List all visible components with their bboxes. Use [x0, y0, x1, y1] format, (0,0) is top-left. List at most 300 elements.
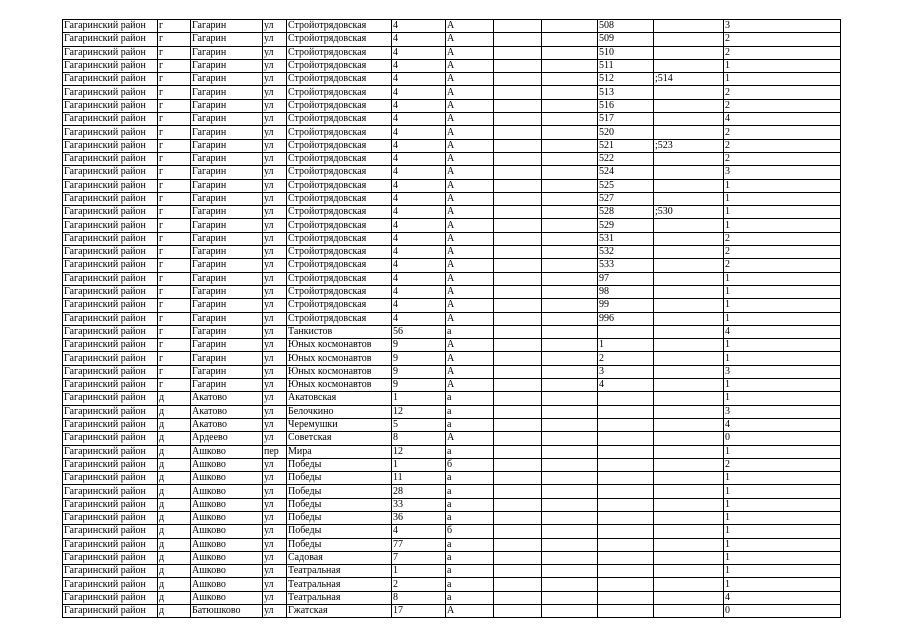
cell-col-8	[494, 365, 542, 378]
cell-settlement: Гагарин	[191, 272, 263, 285]
cell-apartment-extra	[654, 565, 724, 578]
cell-apartment-extra	[654, 86, 724, 99]
cell-col-9	[542, 139, 598, 152]
table-row	[63, 432, 841, 445]
cell-count: 4	[724, 418, 841, 431]
cell-street-type: ул	[263, 99, 287, 112]
cell-col-9	[542, 458, 598, 471]
cell-settlement-type: д	[158, 498, 191, 511]
cell-letter: А	[446, 59, 494, 72]
cell-apartment-extra	[654, 379, 724, 392]
cell-district: Гагаринский район	[63, 458, 158, 471]
cell-district: Гагаринский район	[63, 578, 158, 591]
cell-settlement-type: г	[158, 219, 191, 232]
cell-district: Гагаринский район	[63, 20, 158, 33]
cell-count: 2	[724, 86, 841, 99]
cell-district: Гагаринский район	[63, 485, 158, 498]
table-row	[63, 418, 841, 431]
cell-col-8	[494, 498, 542, 511]
cell-apartment-extra	[654, 285, 724, 298]
cell-col-8	[494, 339, 542, 352]
cell-house: 9	[392, 379, 446, 392]
cell-settlement-type: г	[158, 33, 191, 46]
cell-letter: А	[446, 20, 494, 33]
cell-count: 1	[724, 538, 841, 551]
cell-apartment: 98	[598, 285, 654, 298]
cell-district: Гагаринский район	[63, 46, 158, 59]
cell-apartment	[598, 578, 654, 591]
cell-settlement: Ашково	[191, 538, 263, 551]
cell-apartment: 996	[598, 312, 654, 325]
cell-house: 4	[392, 259, 446, 272]
cell-settlement-type: г	[158, 20, 191, 33]
table-row	[63, 605, 841, 618]
cell-district: Гагаринский район	[63, 192, 158, 205]
cell-col-8	[494, 379, 542, 392]
cell-letter: а	[446, 578, 494, 591]
cell-house: 4	[392, 73, 446, 86]
cell-apartment-extra	[654, 392, 724, 405]
cell-col-9	[542, 498, 598, 511]
cell-street: Черемушки	[287, 418, 392, 431]
cell-apartment-extra	[654, 472, 724, 485]
cell-col-8	[494, 259, 542, 272]
cell-street: Акатовская	[287, 392, 392, 405]
cell-col-9	[542, 352, 598, 365]
cell-house: 4	[392, 525, 446, 538]
cell-street-type: ул	[263, 179, 287, 192]
cell-settlement: Гагарин	[191, 152, 263, 165]
cell-settlement-type: г	[158, 59, 191, 72]
cell-letter: А	[446, 46, 494, 59]
cell-col-9	[542, 20, 598, 33]
cell-apartment	[598, 325, 654, 338]
cell-settlement: Гагарин	[191, 192, 263, 205]
cell-settlement: Гагарин	[191, 139, 263, 152]
cell-house: 1	[392, 392, 446, 405]
cell-col-8	[494, 113, 542, 126]
cell-street: Стройотрядовская	[287, 99, 392, 112]
cell-col-9	[542, 339, 598, 352]
cell-district: Гагаринский район	[63, 472, 158, 485]
cell-letter: а	[446, 445, 494, 458]
cell-street-type: ул	[263, 272, 287, 285]
cell-count: 0	[724, 432, 841, 445]
cell-settlement-type: г	[158, 206, 191, 219]
cell-letter: А	[446, 206, 494, 219]
cell-street-type: ул	[263, 405, 287, 418]
cell-apartment: 531	[598, 232, 654, 245]
cell-apartment	[598, 445, 654, 458]
cell-count: 1	[724, 565, 841, 578]
cell-col-9	[542, 445, 598, 458]
cell-apartment-extra	[654, 591, 724, 604]
cell-street: Мира	[287, 445, 392, 458]
cell-street: Стройотрядовская	[287, 126, 392, 139]
table-row	[63, 272, 841, 285]
cell-settlement-type: г	[158, 325, 191, 338]
cell-district: Гагаринский район	[63, 498, 158, 511]
cell-street-type: ул	[263, 352, 287, 365]
document-page	[62, 19, 841, 618]
cell-street-type: ул	[263, 59, 287, 72]
cell-col-8	[494, 605, 542, 618]
cell-street-type: ул	[263, 299, 287, 312]
cell-letter: а	[446, 472, 494, 485]
cell-settlement-type: г	[158, 246, 191, 259]
cell-street-type: ул	[263, 392, 287, 405]
cell-count: 1	[724, 312, 841, 325]
table-row	[63, 339, 841, 352]
cell-apartment-extra	[654, 312, 724, 325]
cell-street: Стройотрядовская	[287, 139, 392, 152]
cell-street: Юных космонавтов	[287, 339, 392, 352]
cell-count: 1	[724, 192, 841, 205]
cell-apartment	[598, 472, 654, 485]
cell-apartment-extra: ;514	[654, 73, 724, 86]
cell-col-9	[542, 206, 598, 219]
cell-apartment-extra	[654, 232, 724, 245]
cell-apartment: 522	[598, 152, 654, 165]
table-row	[63, 86, 841, 99]
cell-letter: А	[446, 365, 494, 378]
cell-col-8	[494, 578, 542, 591]
cell-house: 4	[392, 139, 446, 152]
cell-count: 1	[724, 498, 841, 511]
cell-count: 1	[724, 59, 841, 72]
cell-settlement-type: д	[158, 445, 191, 458]
cell-district: Гагаринский район	[63, 352, 158, 365]
cell-settlement-type: г	[158, 312, 191, 325]
cell-apartment-extra	[654, 20, 724, 33]
cell-count: 2	[724, 46, 841, 59]
cell-col-9	[542, 73, 598, 86]
cell-count: 1	[724, 179, 841, 192]
cell-settlement-type: д	[158, 405, 191, 418]
cell-apartment-extra	[654, 259, 724, 272]
cell-settlement-type: д	[158, 525, 191, 538]
cell-street-type: ул	[263, 192, 287, 205]
cell-letter: А	[446, 605, 494, 618]
address-table	[62, 19, 841, 618]
cell-count: 1	[724, 485, 841, 498]
cell-settlement-type: г	[158, 272, 191, 285]
cell-count: 2	[724, 33, 841, 46]
cell-settlement-type: г	[158, 299, 191, 312]
cell-street: Победы	[287, 472, 392, 485]
cell-settlement-type: д	[158, 392, 191, 405]
cell-street: Победы	[287, 458, 392, 471]
cell-apartment-extra	[654, 339, 724, 352]
cell-col-9	[542, 285, 598, 298]
cell-street: Стройотрядовская	[287, 59, 392, 72]
cell-apartment-extra: ;530	[654, 206, 724, 219]
cell-house: 11	[392, 472, 446, 485]
cell-settlement: Гагарин	[191, 299, 263, 312]
cell-settlement-type: д	[158, 605, 191, 618]
cell-district: Гагаринский район	[63, 285, 158, 298]
cell-apartment-extra	[654, 605, 724, 618]
cell-count: 2	[724, 259, 841, 272]
cell-col-9	[542, 511, 598, 524]
cell-street: Стройотрядовская	[287, 219, 392, 232]
cell-street: Стройотрядовская	[287, 206, 392, 219]
cell-house: 4	[392, 192, 446, 205]
cell-house: 4	[392, 179, 446, 192]
cell-apartment-extra	[654, 166, 724, 179]
cell-street: Стройотрядовская	[287, 179, 392, 192]
cell-apartment: 511	[598, 59, 654, 72]
cell-apartment	[598, 485, 654, 498]
cell-letter: А	[446, 113, 494, 126]
cell-street: Стройотрядовская	[287, 259, 392, 272]
cell-street: Стройотрядовская	[287, 33, 392, 46]
cell-apartment-extra	[654, 485, 724, 498]
cell-house: 77	[392, 538, 446, 551]
cell-street: Стройотрядовская	[287, 299, 392, 312]
cell-count: 3	[724, 166, 841, 179]
cell-col-8	[494, 232, 542, 245]
cell-apartment	[598, 392, 654, 405]
cell-settlement-type: г	[158, 379, 191, 392]
table-row	[63, 299, 841, 312]
cell-house: 1	[392, 565, 446, 578]
cell-house: 5	[392, 418, 446, 431]
cell-col-9	[542, 578, 598, 591]
cell-col-8	[494, 472, 542, 485]
cell-settlement: Гагарин	[191, 166, 263, 179]
cell-district: Гагаринский район	[63, 525, 158, 538]
table-row	[63, 565, 841, 578]
cell-apartment: 532	[598, 246, 654, 259]
cell-street: Стройотрядовская	[287, 232, 392, 245]
cell-street-type: ул	[263, 485, 287, 498]
cell-col-8	[494, 99, 542, 112]
cell-col-9	[542, 525, 598, 538]
cell-street: Советская	[287, 432, 392, 445]
cell-house: 17	[392, 605, 446, 618]
table-row	[63, 139, 841, 152]
cell-count: 2	[724, 126, 841, 139]
cell-street-type: ул	[263, 538, 287, 551]
cell-col-9	[542, 219, 598, 232]
table-row	[63, 511, 841, 524]
cell-house: 4	[392, 126, 446, 139]
cell-district: Гагаринский район	[63, 259, 158, 272]
table-row	[63, 445, 841, 458]
cell-settlement: Гагарин	[191, 232, 263, 245]
table-row	[63, 538, 841, 551]
table-row	[63, 113, 841, 126]
cell-district: Гагаринский район	[63, 551, 158, 564]
cell-col-8	[494, 86, 542, 99]
cell-settlement: Гагарин	[191, 126, 263, 139]
cell-apartment: 513	[598, 86, 654, 99]
cell-apartment: 520	[598, 126, 654, 139]
cell-apartment: 1	[598, 339, 654, 352]
cell-col-8	[494, 219, 542, 232]
cell-letter: А	[446, 192, 494, 205]
cell-district: Гагаринский район	[63, 99, 158, 112]
cell-col-9	[542, 591, 598, 604]
cell-apartment-extra	[654, 152, 724, 165]
cell-col-8	[494, 405, 542, 418]
cell-letter: а	[446, 551, 494, 564]
cell-apartment: 97	[598, 272, 654, 285]
cell-letter: а	[446, 418, 494, 431]
cell-street: Победы	[287, 525, 392, 538]
cell-count: 3	[724, 20, 841, 33]
cell-apartment-extra	[654, 46, 724, 59]
cell-district: Гагаринский район	[63, 312, 158, 325]
cell-letter: А	[446, 73, 494, 86]
cell-col-9	[542, 86, 598, 99]
cell-street-type: ул	[263, 113, 287, 126]
cell-apartment-extra	[654, 299, 724, 312]
table-row	[63, 591, 841, 604]
cell-apartment-extra	[654, 33, 724, 46]
cell-apartment: 525	[598, 179, 654, 192]
cell-count: 4	[724, 113, 841, 126]
cell-street-type: ул	[263, 565, 287, 578]
cell-col-9	[542, 605, 598, 618]
cell-settlement-type: г	[158, 46, 191, 59]
cell-settlement: Батюшково	[191, 605, 263, 618]
cell-settlement: Ашково	[191, 445, 263, 458]
cell-apartment-extra	[654, 113, 724, 126]
cell-district: Гагаринский район	[63, 565, 158, 578]
cell-apartment: 517	[598, 113, 654, 126]
cell-letter: а	[446, 538, 494, 551]
cell-settlement-type: г	[158, 285, 191, 298]
table-row	[63, 551, 841, 564]
cell-house: 4	[392, 246, 446, 259]
cell-letter: А	[446, 179, 494, 192]
cell-district: Гагаринский район	[63, 59, 158, 72]
cell-letter: А	[446, 379, 494, 392]
cell-apartment-extra	[654, 246, 724, 259]
cell-count: 1	[724, 445, 841, 458]
cell-house: 56	[392, 325, 446, 338]
table-row	[63, 525, 841, 538]
cell-house: 36	[392, 511, 446, 524]
cell-apartment-extra	[654, 352, 724, 365]
cell-settlement: Гагарин	[191, 339, 263, 352]
cell-settlement-type: д	[158, 485, 191, 498]
cell-house: 7	[392, 551, 446, 564]
cell-apartment: 512	[598, 73, 654, 86]
cell-apartment	[598, 538, 654, 551]
cell-settlement-type: г	[158, 339, 191, 352]
cell-apartment-extra	[654, 99, 724, 112]
cell-letter: А	[446, 99, 494, 112]
cell-street: Победы	[287, 511, 392, 524]
table-row	[63, 578, 841, 591]
cell-street-type: ул	[263, 472, 287, 485]
cell-street-type: пер	[263, 445, 287, 458]
cell-count: 1	[724, 472, 841, 485]
cell-settlement: Гагарин	[191, 59, 263, 72]
cell-count: 3	[724, 365, 841, 378]
cell-settlement: Гагарин	[191, 325, 263, 338]
cell-count: 1	[724, 272, 841, 285]
cell-street: Театральная	[287, 565, 392, 578]
cell-col-8	[494, 352, 542, 365]
cell-district: Гагаринский район	[63, 365, 158, 378]
cell-col-9	[542, 126, 598, 139]
cell-street-type: ул	[263, 86, 287, 99]
table-row	[63, 20, 841, 33]
cell-apartment	[598, 458, 654, 471]
cell-house: 12	[392, 445, 446, 458]
cell-district: Гагаринский район	[63, 272, 158, 285]
cell-street-type: ул	[263, 206, 287, 219]
cell-letter: А	[446, 299, 494, 312]
cell-apartment	[598, 551, 654, 564]
cell-count: 2	[724, 152, 841, 165]
cell-apartment-extra	[654, 59, 724, 72]
cell-street: Стройотрядовская	[287, 285, 392, 298]
cell-house: 9	[392, 339, 446, 352]
cell-letter: А	[446, 432, 494, 445]
cell-house: 4	[392, 99, 446, 112]
cell-street: Стройотрядовская	[287, 272, 392, 285]
cell-street-type: ул	[263, 246, 287, 259]
cell-col-9	[542, 179, 598, 192]
cell-street-type: ул	[263, 73, 287, 86]
table-row	[63, 206, 841, 219]
cell-letter: А	[446, 352, 494, 365]
cell-apartment	[598, 525, 654, 538]
cell-street: Театральная	[287, 578, 392, 591]
cell-street: Юных космонавтов	[287, 365, 392, 378]
cell-settlement: Гагарин	[191, 312, 263, 325]
cell-count: 1	[724, 206, 841, 219]
cell-count: 1	[724, 525, 841, 538]
table-row	[63, 192, 841, 205]
cell-district: Гагаринский район	[63, 379, 158, 392]
table-row	[63, 46, 841, 59]
table-body	[63, 20, 841, 618]
cell-count: 1	[724, 578, 841, 591]
cell-house: 4	[392, 152, 446, 165]
cell-count: 1	[724, 73, 841, 86]
cell-col-9	[542, 166, 598, 179]
cell-col-9	[542, 538, 598, 551]
cell-count: 1	[724, 219, 841, 232]
cell-col-9	[542, 565, 598, 578]
cell-district: Гагаринский район	[63, 339, 158, 352]
cell-apartment: 508	[598, 20, 654, 33]
cell-apartment: 524	[598, 166, 654, 179]
table-row	[63, 219, 841, 232]
cell-letter: а	[446, 325, 494, 338]
cell-settlement-type: г	[158, 259, 191, 272]
cell-district: Гагаринский район	[63, 179, 158, 192]
cell-letter: а	[446, 405, 494, 418]
cell-street-type: ул	[263, 20, 287, 33]
cell-house: 4	[392, 46, 446, 59]
cell-house: 4	[392, 20, 446, 33]
cell-count: 2	[724, 139, 841, 152]
cell-street-type: ул	[263, 219, 287, 232]
cell-apartment-extra	[654, 192, 724, 205]
cell-count: 2	[724, 99, 841, 112]
cell-col-8	[494, 565, 542, 578]
cell-settlement: Ашково	[191, 472, 263, 485]
cell-apartment	[598, 418, 654, 431]
cell-apartment	[598, 405, 654, 418]
